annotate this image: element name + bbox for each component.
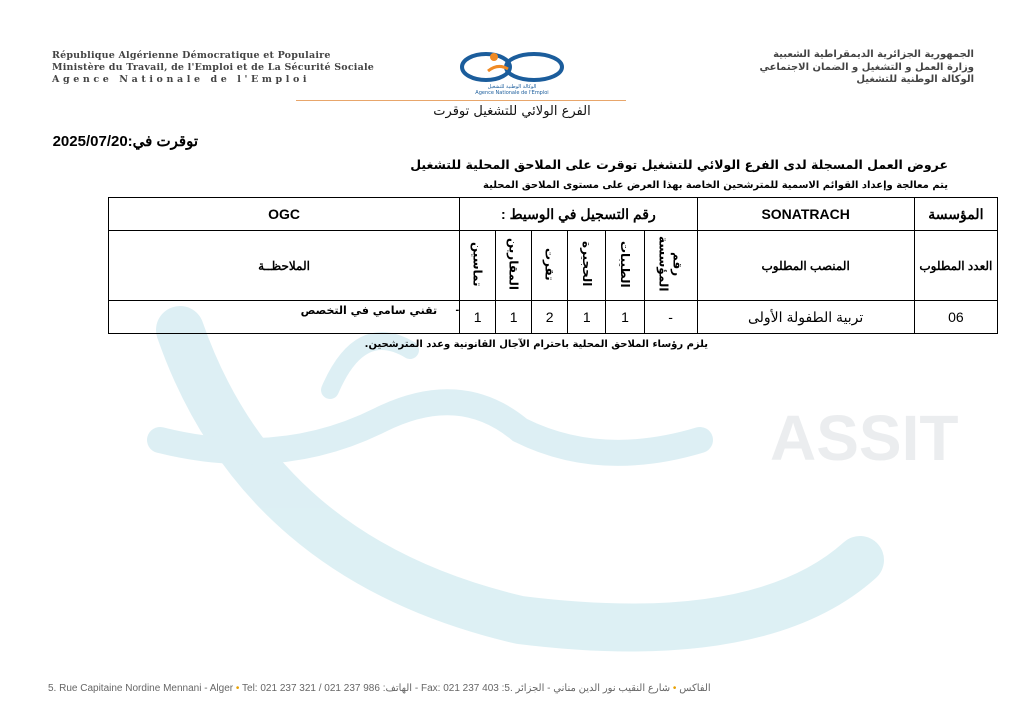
- header-divider: [296, 100, 626, 101]
- header-french-line2: Ministère du Travail, de l'Emploi et de La Sécurité Sociale: [52, 62, 375, 73]
- offers-title: عروض العمل المسجلة لدى الفرع الولائي للتشغيل توقرت على الملاحق المحلية للتشغيل: [410, 157, 948, 172]
- header-french: [52, 50, 422, 86]
- header-french-line3: Agence Nationale de l'Emploi: [52, 74, 311, 85]
- footer-separator: •: [672, 683, 677, 694]
- logo-caption-ar: الوكالة الوطنية للتشغيل: [487, 84, 537, 90]
- row-annex-value: 2: [532, 301, 568, 334]
- logo-caption: [448, 84, 576, 96]
- annex-header-label: تماسين: [470, 241, 485, 287]
- org-name: SONATRACH: [697, 198, 914, 231]
- annex-header-label: المقارين: [506, 237, 521, 291]
- footer-separator: •: [235, 683, 240, 694]
- remarks-label: الملاحظــة: [109, 231, 460, 301]
- org-label: المؤسسة: [914, 198, 997, 231]
- annex-header-label: تقرت: [542, 247, 557, 281]
- row-annex-value: 1: [568, 301, 606, 334]
- annex-header-temacine: [460, 231, 496, 301]
- row-count: 06: [914, 301, 997, 334]
- header-arabic-line1: الجمهورية الجزائرية الديمقراطية الشعبية: [773, 49, 974, 60]
- header-arabic-line3: الوكالة الوطنية للتشغيل: [856, 74, 974, 85]
- footer-phone: Tel: 021 237 321 / 021 237 986 :الهاتف: [242, 683, 413, 694]
- watermark-arc: [180, 330, 860, 628]
- logo-caption-fr: Agence Nationale de l'Emploi: [475, 90, 549, 96]
- table-header-row: [109, 198, 998, 231]
- header-arabic-line2: وزارة العمل و التشغيل و الضمان الاجتماعي: [759, 61, 974, 73]
- table-row: [109, 301, 998, 334]
- annex-header-touggourt: [532, 231, 568, 301]
- annex-header-megarine: [496, 231, 532, 301]
- footer: [48, 683, 978, 694]
- header-french-line1: République Algérienne Démocratique et Populaire: [52, 50, 331, 61]
- annex-header-org-number: [644, 231, 697, 301]
- table-subheader-row: [109, 231, 998, 301]
- row-annex-value: 1: [606, 301, 644, 334]
- header-arabic: [594, 49, 974, 87]
- annex-header-tayebat: [606, 231, 644, 301]
- footer-fax: Fax: 021 237 403 :الفاكس: [420, 683, 711, 694]
- row-remark-text: تقني سامي في التخصص: [300, 304, 438, 317]
- document-date: توقرت في:2025/07/20: [52, 133, 198, 150]
- annex-header-label: الطيبات: [618, 240, 633, 288]
- footnote: يلزم رؤساء الملاحق المحلية باحترام الآجال القانونية وعدد المترشحين.: [364, 339, 708, 350]
- annex-header-label: رقم المؤسسة: [656, 236, 685, 292]
- registration-value: OGC: [109, 198, 460, 231]
- footer-address-ar: شارع النقيب نور الدين مناني - الجزائر .5: [504, 683, 671, 694]
- branch-title: الفرع الولائي للتشغيل توقرت: [433, 104, 591, 119]
- watermark-text: ASSIT: [770, 402, 959, 474]
- annex-header-label: الحجيرة: [579, 241, 594, 287]
- row-position: تربية الطفولة الأولى: [697, 301, 914, 334]
- footer-separator: -: [414, 683, 421, 694]
- row-annex-value: 1: [460, 301, 496, 334]
- offers-subtitle: يتم معالجة وإعداد القوائم الاسمية للمترشحين الخاصة بهذا العرض على مستوى الملاحق المحلية: [483, 180, 948, 191]
- count-label: العدد المطلوب: [914, 231, 997, 301]
- row-remark: [109, 301, 460, 334]
- row-annex-value: 1: [496, 301, 532, 334]
- row-annex-value: -: [644, 301, 697, 334]
- position-label: المنصب المطلوب: [697, 231, 914, 301]
- row-remark-dash: -: [455, 304, 460, 316]
- watermark-script: [160, 402, 700, 453]
- offers-table: [108, 197, 998, 334]
- registration-label: رقم التسجيل في الوسيط :: [460, 198, 697, 231]
- footer-address-fr: 5. Rue Capitaine Nordine Mennani - Alger: [48, 683, 234, 694]
- annex-header-hadjira: [568, 231, 606, 301]
